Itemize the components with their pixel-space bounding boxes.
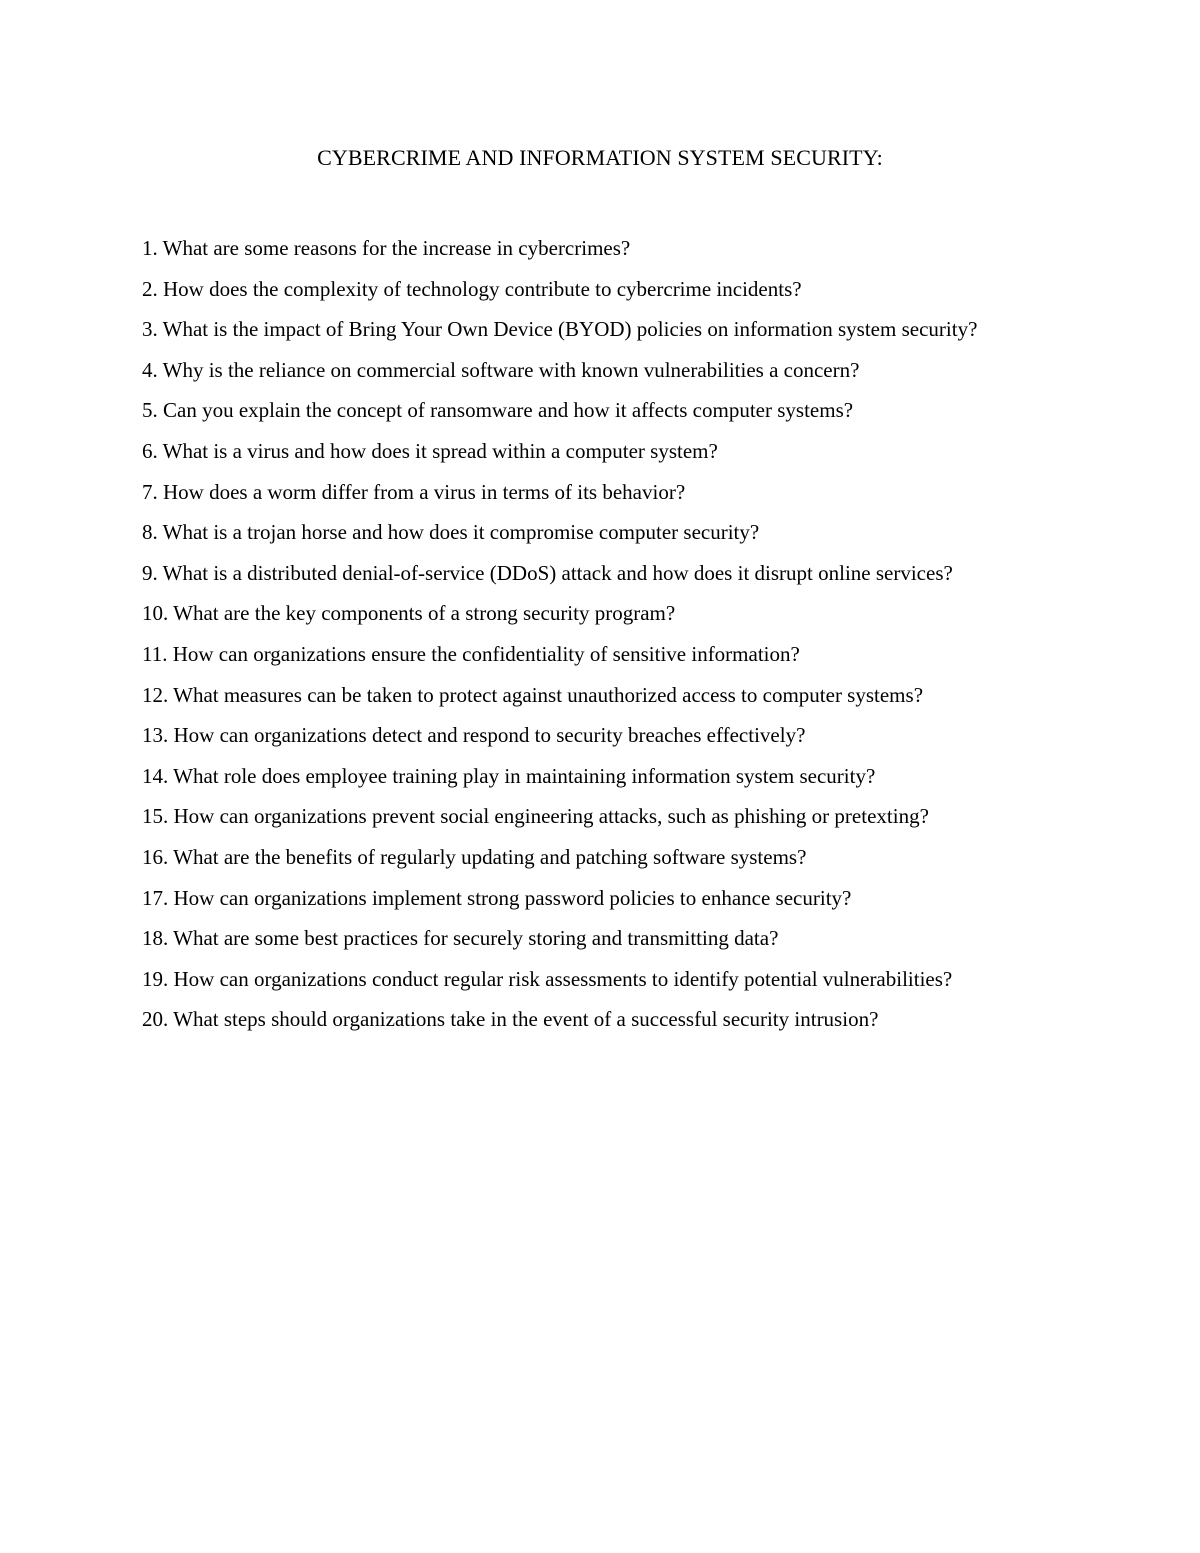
question-item: 10. What are the key components of a strong security program? <box>142 601 676 626</box>
question-item: 4. Why is the reliance on commercial software with known vulnerabilities a concern? <box>142 357 860 382</box>
question-list <box>142 228 1058 1040</box>
question-item: 11. How can organizations ensure the confidentiality of sensitive information? <box>142 641 800 666</box>
question-item: 16. What are the benefits of regularly updating and patching software systems? <box>142 844 807 869</box>
question-item: 5. Can you explain the concept of ransomware and how it affects computer systems? <box>142 398 854 423</box>
question-item: 12. What measures can be taken to protect against unauthorized access to computer systems? <box>142 682 924 707</box>
question-item: 7. How does a worm differ from a virus in terms of its behavior? <box>142 479 686 504</box>
question-item: 1. What are some reasons for the increase in cybercrimes? <box>142 236 631 260</box>
question-item: 19. How can organizations conduct regular risk assessments to identify potential vulnerabilities? <box>142 966 953 991</box>
question-item: 17. How can organizations implement strong password policies to enhance security? <box>142 885 852 910</box>
question-item: 3. What is the impact of Bring Your Own Device (BYOD) policies on information system security? <box>142 317 978 342</box>
question-item: 20. What steps should organizations take in the event of a successful security intrusion? <box>142 1007 879 1032</box>
question-item: 2. How does the complexity of technology contribute to cybercrime incidents? <box>142 276 802 301</box>
question-item: 8. What is a trojan horse and how does it compromise computer security? <box>142 520 760 545</box>
question-item: 14. What role does employee training play in maintaining information system security? <box>142 763 876 788</box>
question-item: 18. What are some best practices for securely storing and transmitting data? <box>142 926 779 951</box>
question-item: 9. What is a distributed denial-of-service (DDoS) attack and how does it disrupt online services? <box>142 560 953 585</box>
question-item: 6. What is a virus and how does it spread within a computer system? <box>142 438 718 463</box>
question-item: 15. How can organizations prevent social engineering attacks, such as phishing or pretexting? <box>142 804 929 829</box>
document-title: CYBERCRIME AND INFORMATION SYSTEM SECURITY: <box>317 145 883 170</box>
question-item: 13. How can organizations detect and respond to security breaches effectively? <box>142 723 806 748</box>
